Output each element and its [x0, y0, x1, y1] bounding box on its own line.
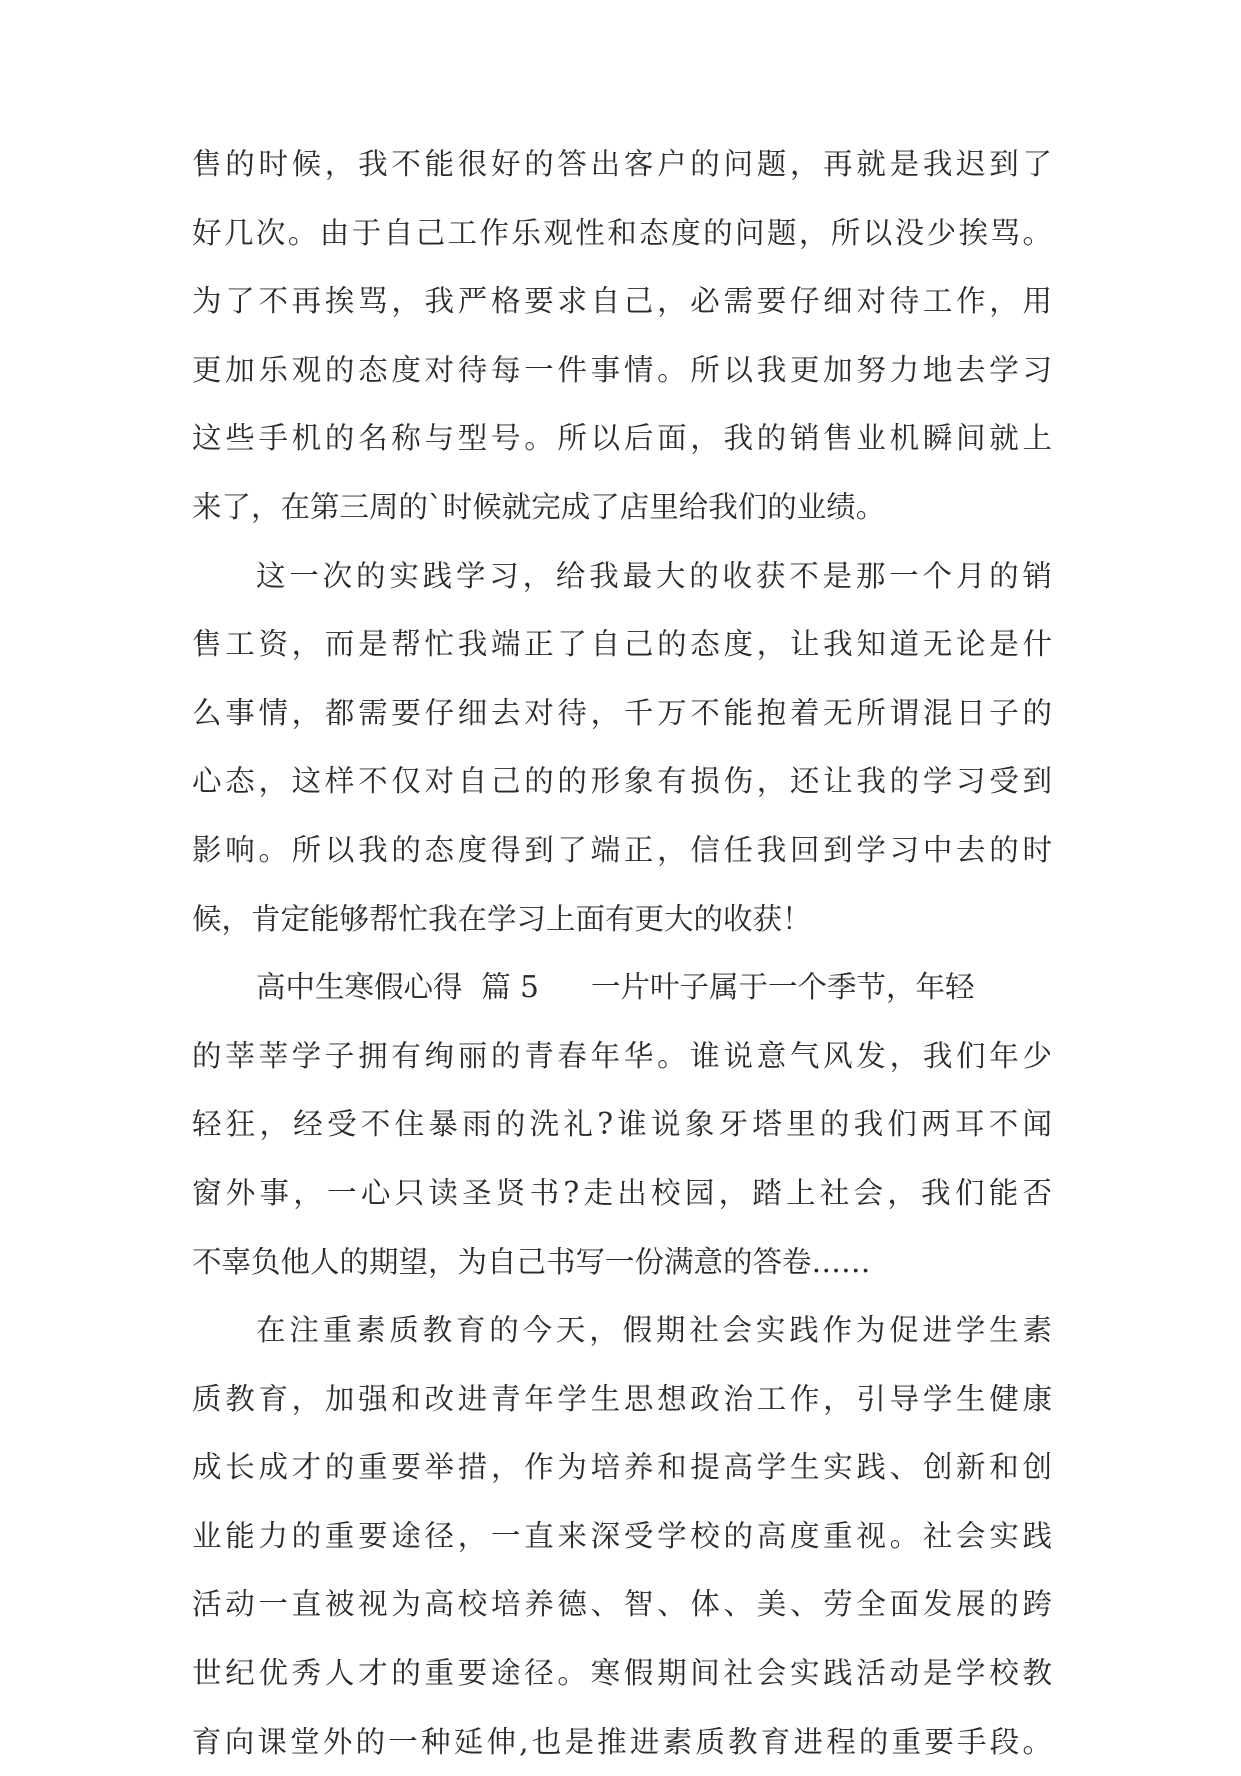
text-line: 这些手机的名称与型号。所以后面，我的销售业机瞬间就上	[192, 421, 1052, 456]
text-line: 售工资，而是帮忙我端正了自己的态度，让我知道无论是什	[192, 627, 1052, 662]
paragraph-start-line: 这一次的实践学习，给我最大的收获不是那一个月的销	[256, 558, 1052, 593]
text-line: 窗外事，一心只读圣贤书?走出校园，踏上社会，我们能否	[192, 1175, 1052, 1210]
section-number: 篇 5	[481, 970, 539, 1005]
text-line: 世纪优秀人才的重要途径。寒假期间社会实践活动是学校教	[192, 1656, 1052, 1691]
text-line: 么事情，都需要仔细去对待，千万不能抱着无所谓混日子的	[192, 695, 1052, 730]
text-line: 心态，这样不仅对自己的的形象有损伤，还让我的学习受到	[192, 764, 1052, 799]
text-line: 好几次。由于自己工作乐观性和态度的问题，所以没少挨骂。	[192, 215, 1052, 250]
paragraph-start-line: 在注重素质教育的今天，假期社会实践作为促进学生素	[256, 1313, 1052, 1348]
text-line: 成长成才的重要举措，作为培养和提高学生实践、创新和创	[192, 1450, 1052, 1485]
text-line: 的莘莘学子拥有绚丽的青春年华。谁说意气风发，我们年少	[192, 1038, 1052, 1073]
text-line: 活动一直被视为高校培养德、智、体、美、劳全面发展的跨	[192, 1587, 1052, 1622]
text-line: 候，肯定能够帮忙我在学习上面有更大的收获！	[192, 901, 812, 936]
text-line: 售的时候，我不能很好的答出客户的问题，再就是我迟到了	[192, 147, 1052, 181]
text-line: 业能力的重要途径，一直来深受学校的高度重视。社会实践	[192, 1518, 1052, 1553]
text-line: 更加乐观的态度对待每一件事情。所以我更加努力地去学习	[192, 352, 1052, 387]
section-first-text: 一片叶子属于一个季节，年轻	[590, 970, 975, 1005]
text-line: 育向课堂外的一种延伸,也是推进素质教育进程的重要手段。	[192, 1724, 1052, 1759]
text-line: 轻狂，经受不住暴雨的洗礼?谁说象牙塔里的我们两耳不闻	[192, 1107, 1052, 1142]
text-line: 来了，在第三周的`时候就完成了店里给我们的业绩。	[192, 489, 886, 524]
text-line: 不辜负他人的期望，为自己书写一份满意的答卷……	[192, 1244, 871, 1279]
text-line: 影响。所以我的态度得到了端正，信任我回到学习中去的时	[192, 832, 1052, 867]
section-heading-line	[192, 953, 1052, 1022]
section-title: 高中生寒假心得	[256, 970, 463, 1005]
text-line: 质教育，加强和改进青年学生思想政治工作，引导学生健康	[192, 1381, 1052, 1416]
document-page	[192, 130, 1052, 1776]
text-line: 为了不再挨骂，我严格要求自己，必需要仔细对待工作，用	[192, 284, 1052, 319]
